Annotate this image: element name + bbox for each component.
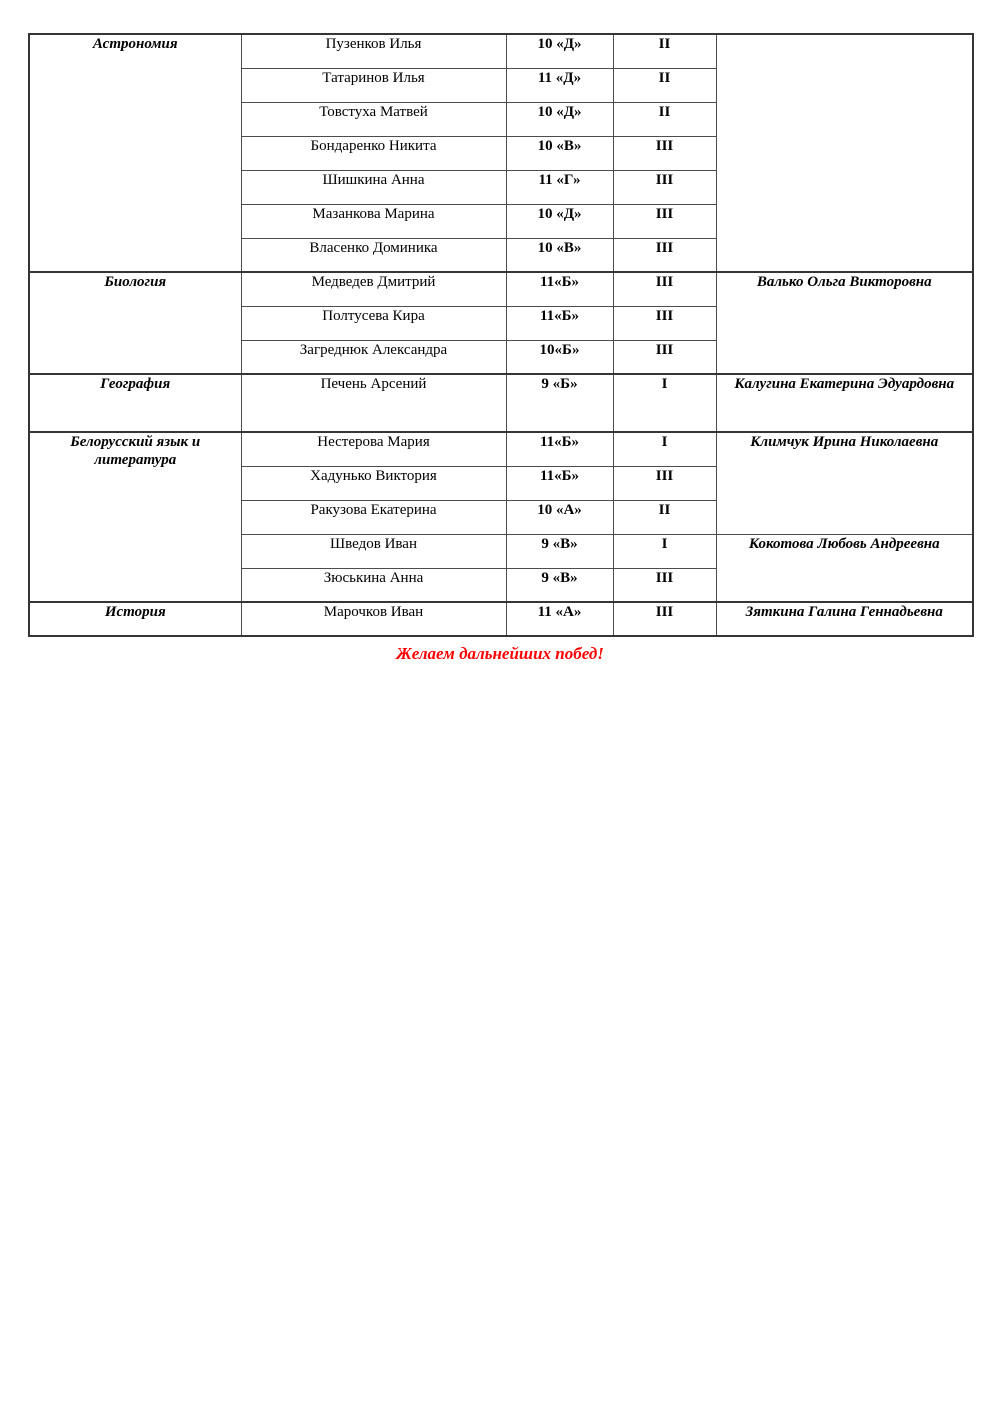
student-name: Татаринов Илья [241, 68, 506, 102]
student-name: Ракузова Екатерина [241, 500, 506, 534]
student-class: 10 «В» [506, 238, 613, 272]
student-class: 11 «Г» [506, 170, 613, 204]
teacher-belarusian-1: Климчук Ирина Николаевна [716, 432, 973, 534]
olympiad-results-table [28, 33, 974, 637]
student-class: 11«Б» [506, 272, 613, 306]
student-place: III [613, 238, 716, 272]
student-place: III [613, 340, 716, 374]
student-class: 11«Б» [506, 306, 613, 340]
student-place: III [613, 136, 716, 170]
student-class: 9 «В» [506, 534, 613, 568]
student-class: 9 «В» [506, 568, 613, 602]
congratulation-message: Желаем дальнейших побед! [396, 644, 604, 663]
student-place: II [613, 68, 716, 102]
student-name: Бондаренко Никита [241, 136, 506, 170]
student-class: 10 «А» [506, 500, 613, 534]
student-place: III [613, 466, 716, 500]
subject-belarusian-language: Белорусский язык и литература [29, 432, 241, 602]
student-class: 10 «Д» [506, 34, 613, 68]
student-place: I [613, 374, 716, 432]
teacher-astronomy-empty [716, 34, 973, 272]
student-class: 9 «Б» [506, 374, 613, 432]
student-place: II [613, 102, 716, 136]
subject-astronomy: Астрономия [29, 34, 241, 272]
student-name: Мазанкова Марина [241, 204, 506, 238]
student-class: 10 «Д» [506, 204, 613, 238]
student-name: Пузенков Илья [241, 34, 506, 68]
student-name: Нестерова Мария [241, 432, 506, 466]
teacher-biology: Валько Ольга Викторовна [716, 272, 973, 374]
subject-biology: Биология [29, 272, 241, 374]
student-name: Загреднюк Александра [241, 340, 506, 374]
student-place: III [613, 568, 716, 602]
student-place: III [613, 306, 716, 340]
student-place: I [613, 432, 716, 466]
student-name: Марочков Иван [241, 602, 506, 636]
teacher-history: Зяткина Галина Геннадьевна [716, 602, 973, 636]
student-place: III [613, 170, 716, 204]
student-place: III [613, 272, 716, 306]
student-class: 11«Б» [506, 432, 613, 466]
student-name: Шишкина Анна [241, 170, 506, 204]
student-class: 10 «Д» [506, 102, 613, 136]
student-name: Печень Арсений [241, 374, 506, 432]
student-place: III [613, 204, 716, 238]
student-class: 10«Б» [506, 340, 613, 374]
student-name: Медведев Дмитрий [241, 272, 506, 306]
subject-geography: География [29, 374, 241, 432]
student-name: Товстуха Матвей [241, 102, 506, 136]
teacher-belarusian-2: Кокотова Любовь Андреевна [716, 534, 973, 602]
student-place: II [613, 500, 716, 534]
student-name: Хадунько Виктория [241, 466, 506, 500]
student-name: Власенко Доминика [241, 238, 506, 272]
student-class: 11 «А» [506, 602, 613, 636]
student-place: III [613, 602, 716, 636]
student-class: 10 «В» [506, 136, 613, 170]
student-class: 11«Б» [506, 466, 613, 500]
student-place: II [613, 34, 716, 68]
subject-history: История [29, 602, 241, 636]
student-place: I [613, 534, 716, 568]
student-name: Шведов Иван [241, 534, 506, 568]
teacher-geography: Калугина Екатерина Эдуардовна [716, 374, 973, 432]
student-name: Полтусева Кира [241, 306, 506, 340]
student-class: 11 «Д» [506, 68, 613, 102]
student-name: Зюськина Анна [241, 568, 506, 602]
